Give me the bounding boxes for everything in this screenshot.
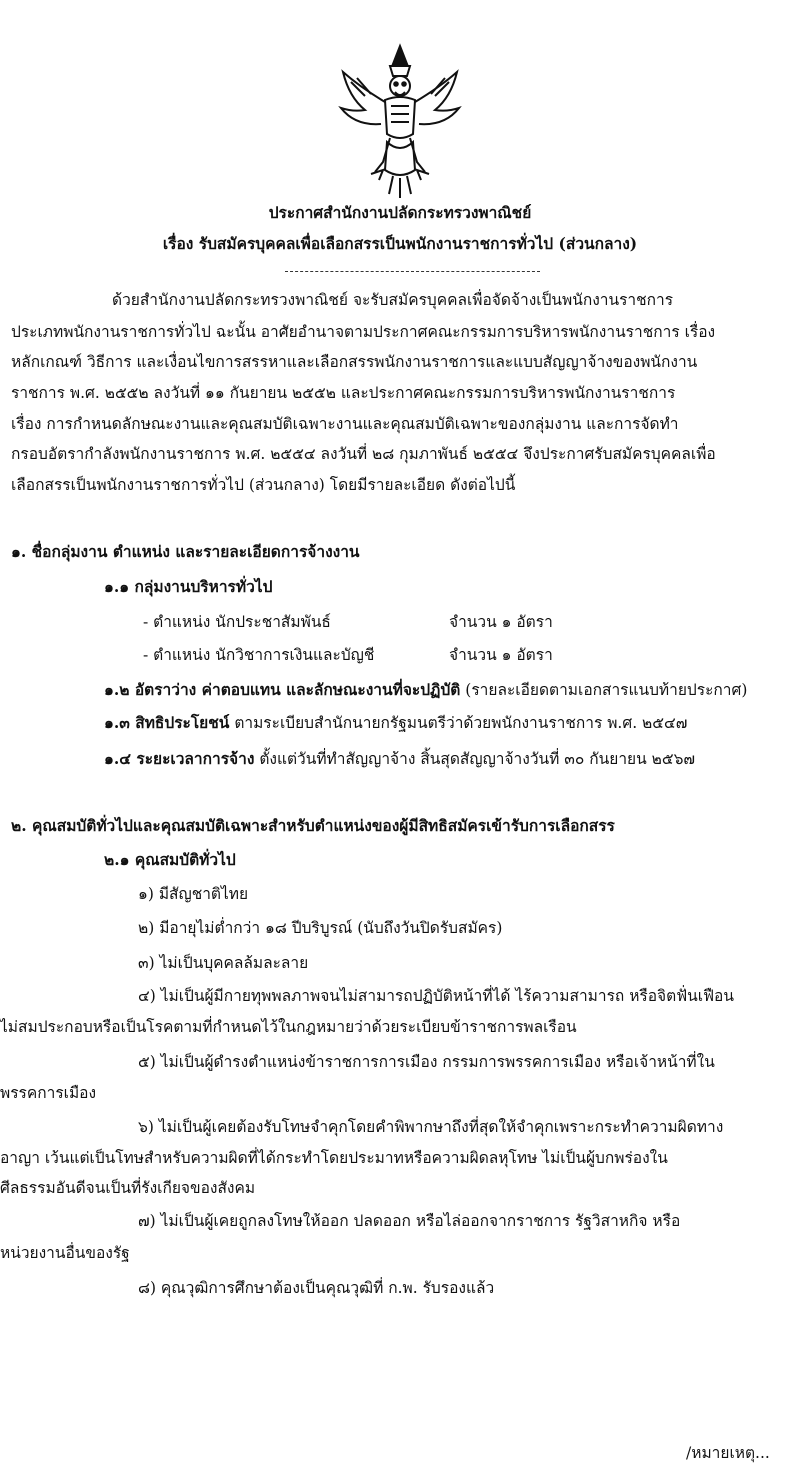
qualification-4: ๔) ไม่เป็นผู้มีกายทุพพลภาพจนไม่สามารถปฏิบัติหน้าที่ได้ ไร้ความสามารถ หรือจิตฟั่นเฟือน <box>138 987 734 1005</box>
qualification-6-cont: ศีลธรรมอันดีจนเป็นที่รังเกียจของสังคม <box>0 1179 256 1197</box>
section-1-3 <box>104 713 687 733</box>
section-1-4-text: ตั้งแต่วันที่ทำสัญญาจ้าง สิ้นสุดสัญญาจ้างวันที่ ๓๐ กันยายน ๒๕๖๗ <box>254 750 696 768</box>
section-1-3-label: ๑.๓ สิทธิประโยชน์ <box>104 713 230 732</box>
section-1-3-text: ตามระเบียบสำนักนายกรัฐมนตรีว่าด้วยพนักงานราชการ พ.ศ. ๒๕๔๗ <box>229 714 688 732</box>
intro-line-2: ประเภทพนักงานราชการทั่วไป ฉะนั้น อาศัยอำนาจตามประกาศคณะกรรมการบริหารพนักงานราชการ เรื่อง <box>11 323 716 341</box>
position-count: จำนวน ๑ อัตรา <box>449 613 553 631</box>
intro-line-1: ด้วยสำนักงานปลัดกระทรวงพาณิชย์ จะรับสมัครบุคคลเพื่อจัดจ้างเป็นพนักงานราชการ <box>112 291 674 309</box>
qualification-8: ๘) คุณวุฒิการศึกษาต้องเป็นคุณวุฒิที่ ก.พ. รับรองแล้ว <box>138 1279 495 1297</box>
section-1-2-text: (รายละเอียดตามเอกสารแนบท้ายประกาศ) <box>460 681 748 699</box>
position-count: จำนวน ๑ อัตรา <box>449 646 553 664</box>
position-name: - ตำแหน่ง นักประชาสัมพันธ์ <box>143 613 331 631</box>
qualification-5: ๕) ไม่เป็นผู้ดำรงตำแหน่งข้าราชการการเมือง กรรมการพรรคการเมือง หรือเจ้าหน้าที่ใน <box>138 1053 715 1071</box>
section-2-1-heading: ๒.๑ คุณสมบัติทั่วไป <box>104 850 236 869</box>
section-1-2 <box>104 680 747 700</box>
garuda-emblem-icon <box>335 42 465 202</box>
qualification-2: ๒) มีอายุไม่ต่ำกว่า ๑๘ ปีบริบูรณ์ (นับถึงวันปิดรับสมัคร) <box>138 919 503 937</box>
title-divider <box>285 271 540 272</box>
intro-line-5: เรื่อง การกำหนดลักษณะงานและคุณสมบัติเฉพาะงานและคุณสมบัติเฉพาะของกลุ่มงาน และการจัดทำ <box>11 415 679 433</box>
qualification-6-cont: อาญา เว้นแต่เป็นโทษสำหรับความผิดที่ได้กระทำโดยประมาทหรือความผิดลหุโทษ ไม่เป็นผู้บกพร่องใน <box>0 1149 668 1167</box>
qualification-3: ๓) ไม่เป็นบุคคลล้มละลาย <box>138 954 309 972</box>
section-1-1-heading: ๑.๑ กลุ่มงานบริหารทั่วไป <box>104 577 273 596</box>
qualification-1: ๑) มีสัญชาติไทย <box>138 885 249 903</box>
continued-note: /หมายเหตุ... <box>686 1444 770 1462</box>
section-1-4 <box>104 749 695 769</box>
section-1-2-label: ๑.๒ อัตราว่าง ค่าตอบแทน และลักษณะงานที่จะปฏิบัติ <box>104 680 461 699</box>
announcement-subject: เรื่อง รับสมัครบุคคลเพื่อเลือกสรรเป็นพนักงานราชการทั่วไป (ส่วนกลาง) <box>162 234 638 253</box>
intro-line-7: เลือกสรรเป็นพนักงานราชการทั่วไป (ส่วนกลาง) โดยมีรายละเอียด ดังต่อไปนี้ <box>11 476 516 494</box>
section-1-4-label: ๑.๔ ระยะเวลาการจ้าง <box>104 749 255 768</box>
position-name: - ตำแหน่ง นักวิชาการเงินและบัญชี <box>143 646 375 664</box>
section-2-heading: ๒. คุณสมบัติทั่วไปและคุณสมบัติเฉพาะสำหรับตำแหน่งของผู้มีสิทธิสมัครเข้ารับการเลือกสรร <box>11 816 615 835</box>
intro-line-4: ราชการ พ.ศ. ๒๕๕๒ ลงวันที่ ๑๑ กันยายน ๒๕๕๒ และประกาศคณะกรรมการบริหารพนักงานราชการ <box>11 384 676 402</box>
qualification-7: ๗) ไม่เป็นผู้เคยถูกลงโทษให้ออก ปลดออก หรือไล่ออกจากราชการ รัฐวิสาหกิจ หรือ <box>138 1212 681 1230</box>
intro-line-6: กรอบอัตรากำลังพนักงานราชการ พ.ศ. ๒๕๕๔ ลงวันที่ ๒๘ กุมภาพันธ์ ๒๕๕๔ จึงประกาศรับสมัครบุคคลเพื่อ <box>11 445 716 463</box>
qualification-7-cont: หน่วยงานอื่นของรัฐ <box>0 1244 130 1262</box>
intro-line-3: หลักเกณฑ์ วิธีการ และเงื่อนไขการสรรหาและเลือกสรรพนักงานราชการและแบบสัญญาจ้างของพนักงาน <box>11 353 698 371</box>
section-1-heading: ๑. ชื่อกลุ่มงาน ตำแหน่ง และรายละเอียดการจ้างงาน <box>11 542 360 561</box>
qualification-6: ๖) ไม่เป็นผู้เคยต้องรับโทษจำคุกโดยคำพิพากษาถึงที่สุดให้จำคุกเพราะกระทำความผิดทาง <box>138 1118 724 1136</box>
qualification-4-cont: ไม่สมประกอบหรือเป็นโรคตามที่กำหนดไว้ในกฎหมายว่าด้วยระเบียบข้าราชการพลเรือน <box>0 1018 577 1036</box>
qualification-5-cont: พรรคการเมือง <box>0 1084 97 1102</box>
announcement-title: ประกาศสำนักงานปลัดกระทรวงพาณิชย์ <box>268 203 532 222</box>
